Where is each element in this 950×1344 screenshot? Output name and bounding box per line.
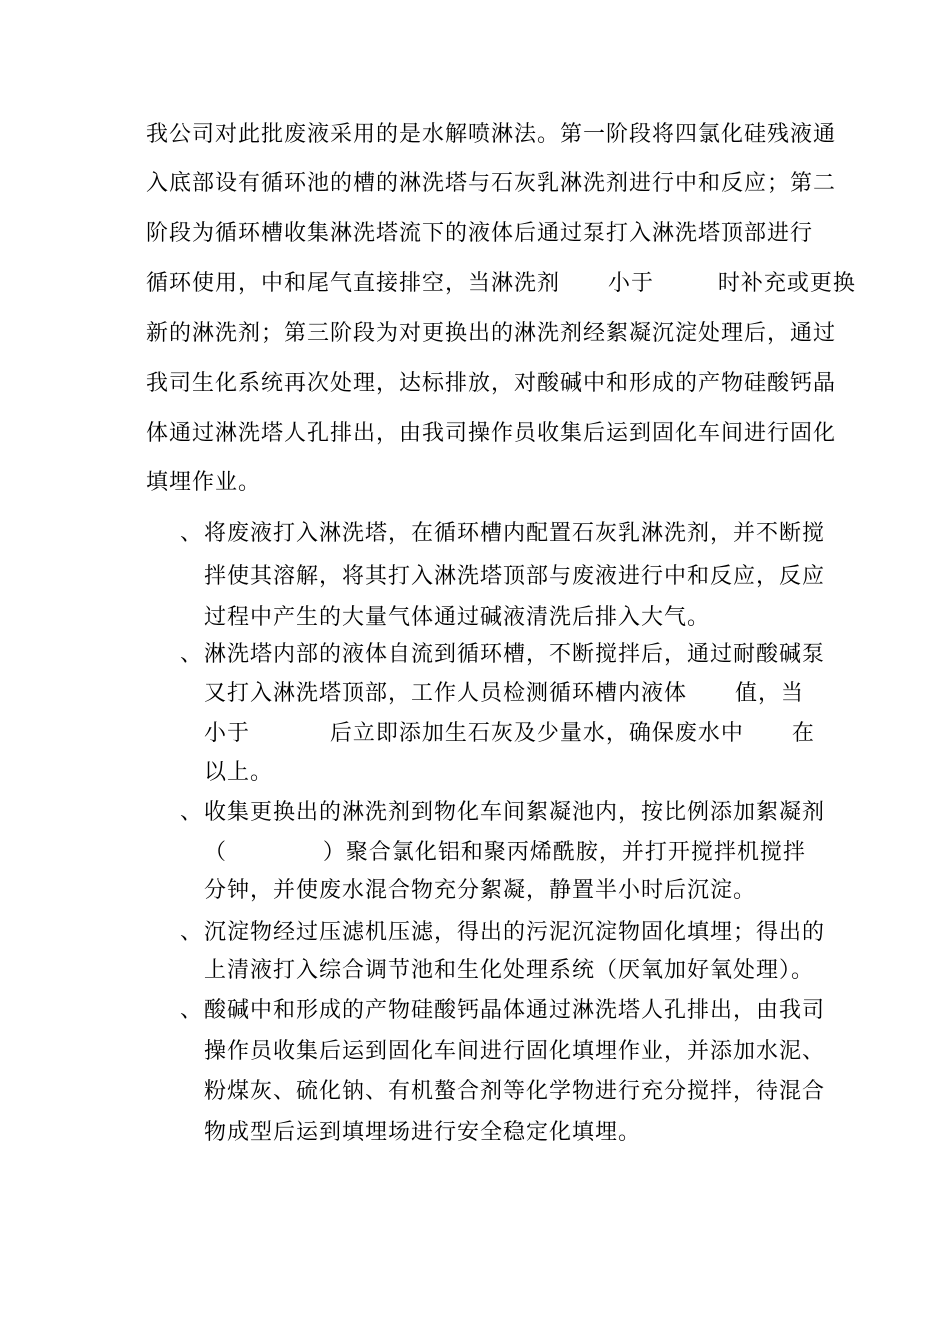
step-line: 过程中产生的大量气体通过碱液清洗后排入大气。 xyxy=(204,605,711,630)
intro-line: 填埋作业。 xyxy=(146,470,262,495)
intro-line: 循环使用，中和尾气直接排空，当淋洗剂 小于 时补充或更换 xyxy=(146,271,856,296)
step-line: 拌使其溶解，将其打入淋洗塔顶部与废液进行中和反应，反应 xyxy=(204,564,826,589)
intro-line: 我司生化系统再次处理，达标排放，对酸碱中和形成的产物硅酸钙晶 xyxy=(146,371,837,396)
step-line: 粉煤灰、硫化钠、有机螯合剂等化学物进行充分搅拌，待混合 xyxy=(204,1079,826,1104)
step-line: 淋洗塔内部的液体自流到循环槽，不断搅拌后，通过耐酸碱泵 xyxy=(204,642,826,667)
step-line: 将废液打入淋洗塔，在循环槽内配置石灰乳淋洗剂，并不断搅 xyxy=(204,521,826,546)
intro-line: 我公司对此批废液采用的是水解喷淋法。第一阶段将四氯化硅残液通 xyxy=(146,122,837,147)
step-line: 沉淀物经过压滤机压滤，得出的污泥沉淀物固化填埋；得出的 xyxy=(204,920,826,945)
step-marker: 、 xyxy=(180,800,203,825)
step-line: 小于 后立即添加生石灰及少量水，确保废水中 在 xyxy=(204,721,815,746)
intro-line: 入底部设有循环池的槽的淋洗塔与石灰乳淋洗剂进行中和反应；第二 xyxy=(146,171,837,196)
step-line: 酸碱中和形成的产物硅酸钙晶体通过淋洗塔人孔排出，由我司 xyxy=(204,998,826,1023)
step-line: 收集更换出的淋洗剂到物化车间絮凝池内，按比例添加絮凝剂 xyxy=(204,800,826,825)
step-marker: 、 xyxy=(180,920,203,945)
step-line: 以上。 xyxy=(204,760,274,785)
intro-line: 体通过淋洗塔人孔排出，由我司操作员收集后运到固化车间进行固化 xyxy=(146,421,837,446)
step-line: 上清液打入综合调节池和生化处理系统（厌氧加好氧处理）。 xyxy=(204,958,815,983)
step-line: 又打入淋洗塔顶部，工作人员检测循环槽内液体 值，当 xyxy=(204,681,804,706)
intro-line: 阶段为循环槽收集淋洗塔流下的液体后通过泵打入淋洗塔顶部进行 xyxy=(146,221,814,246)
step-line: （ ）聚合氯化铝和聚丙烯酰胺，并打开搅拌机搅拌 xyxy=(204,840,806,865)
step-marker: 、 xyxy=(180,521,203,546)
step-line: 操作员收集后运到固化车间进行固化填埋作业，并添加水泥、 xyxy=(204,1039,826,1064)
step-line: 物成型后运到填埋场进行安全稳定化填埋。 xyxy=(204,1120,642,1145)
step-marker: 、 xyxy=(180,642,203,667)
step-marker: 、 xyxy=(180,998,203,1023)
step-line: 分钟，并使废水混合物充分絮凝，静置半小时后沉淀。 xyxy=(204,878,757,903)
intro-line: 新的淋洗剂；第三阶段为对更换出的淋洗剂经絮凝沉淀处理后，通过 xyxy=(146,321,837,346)
